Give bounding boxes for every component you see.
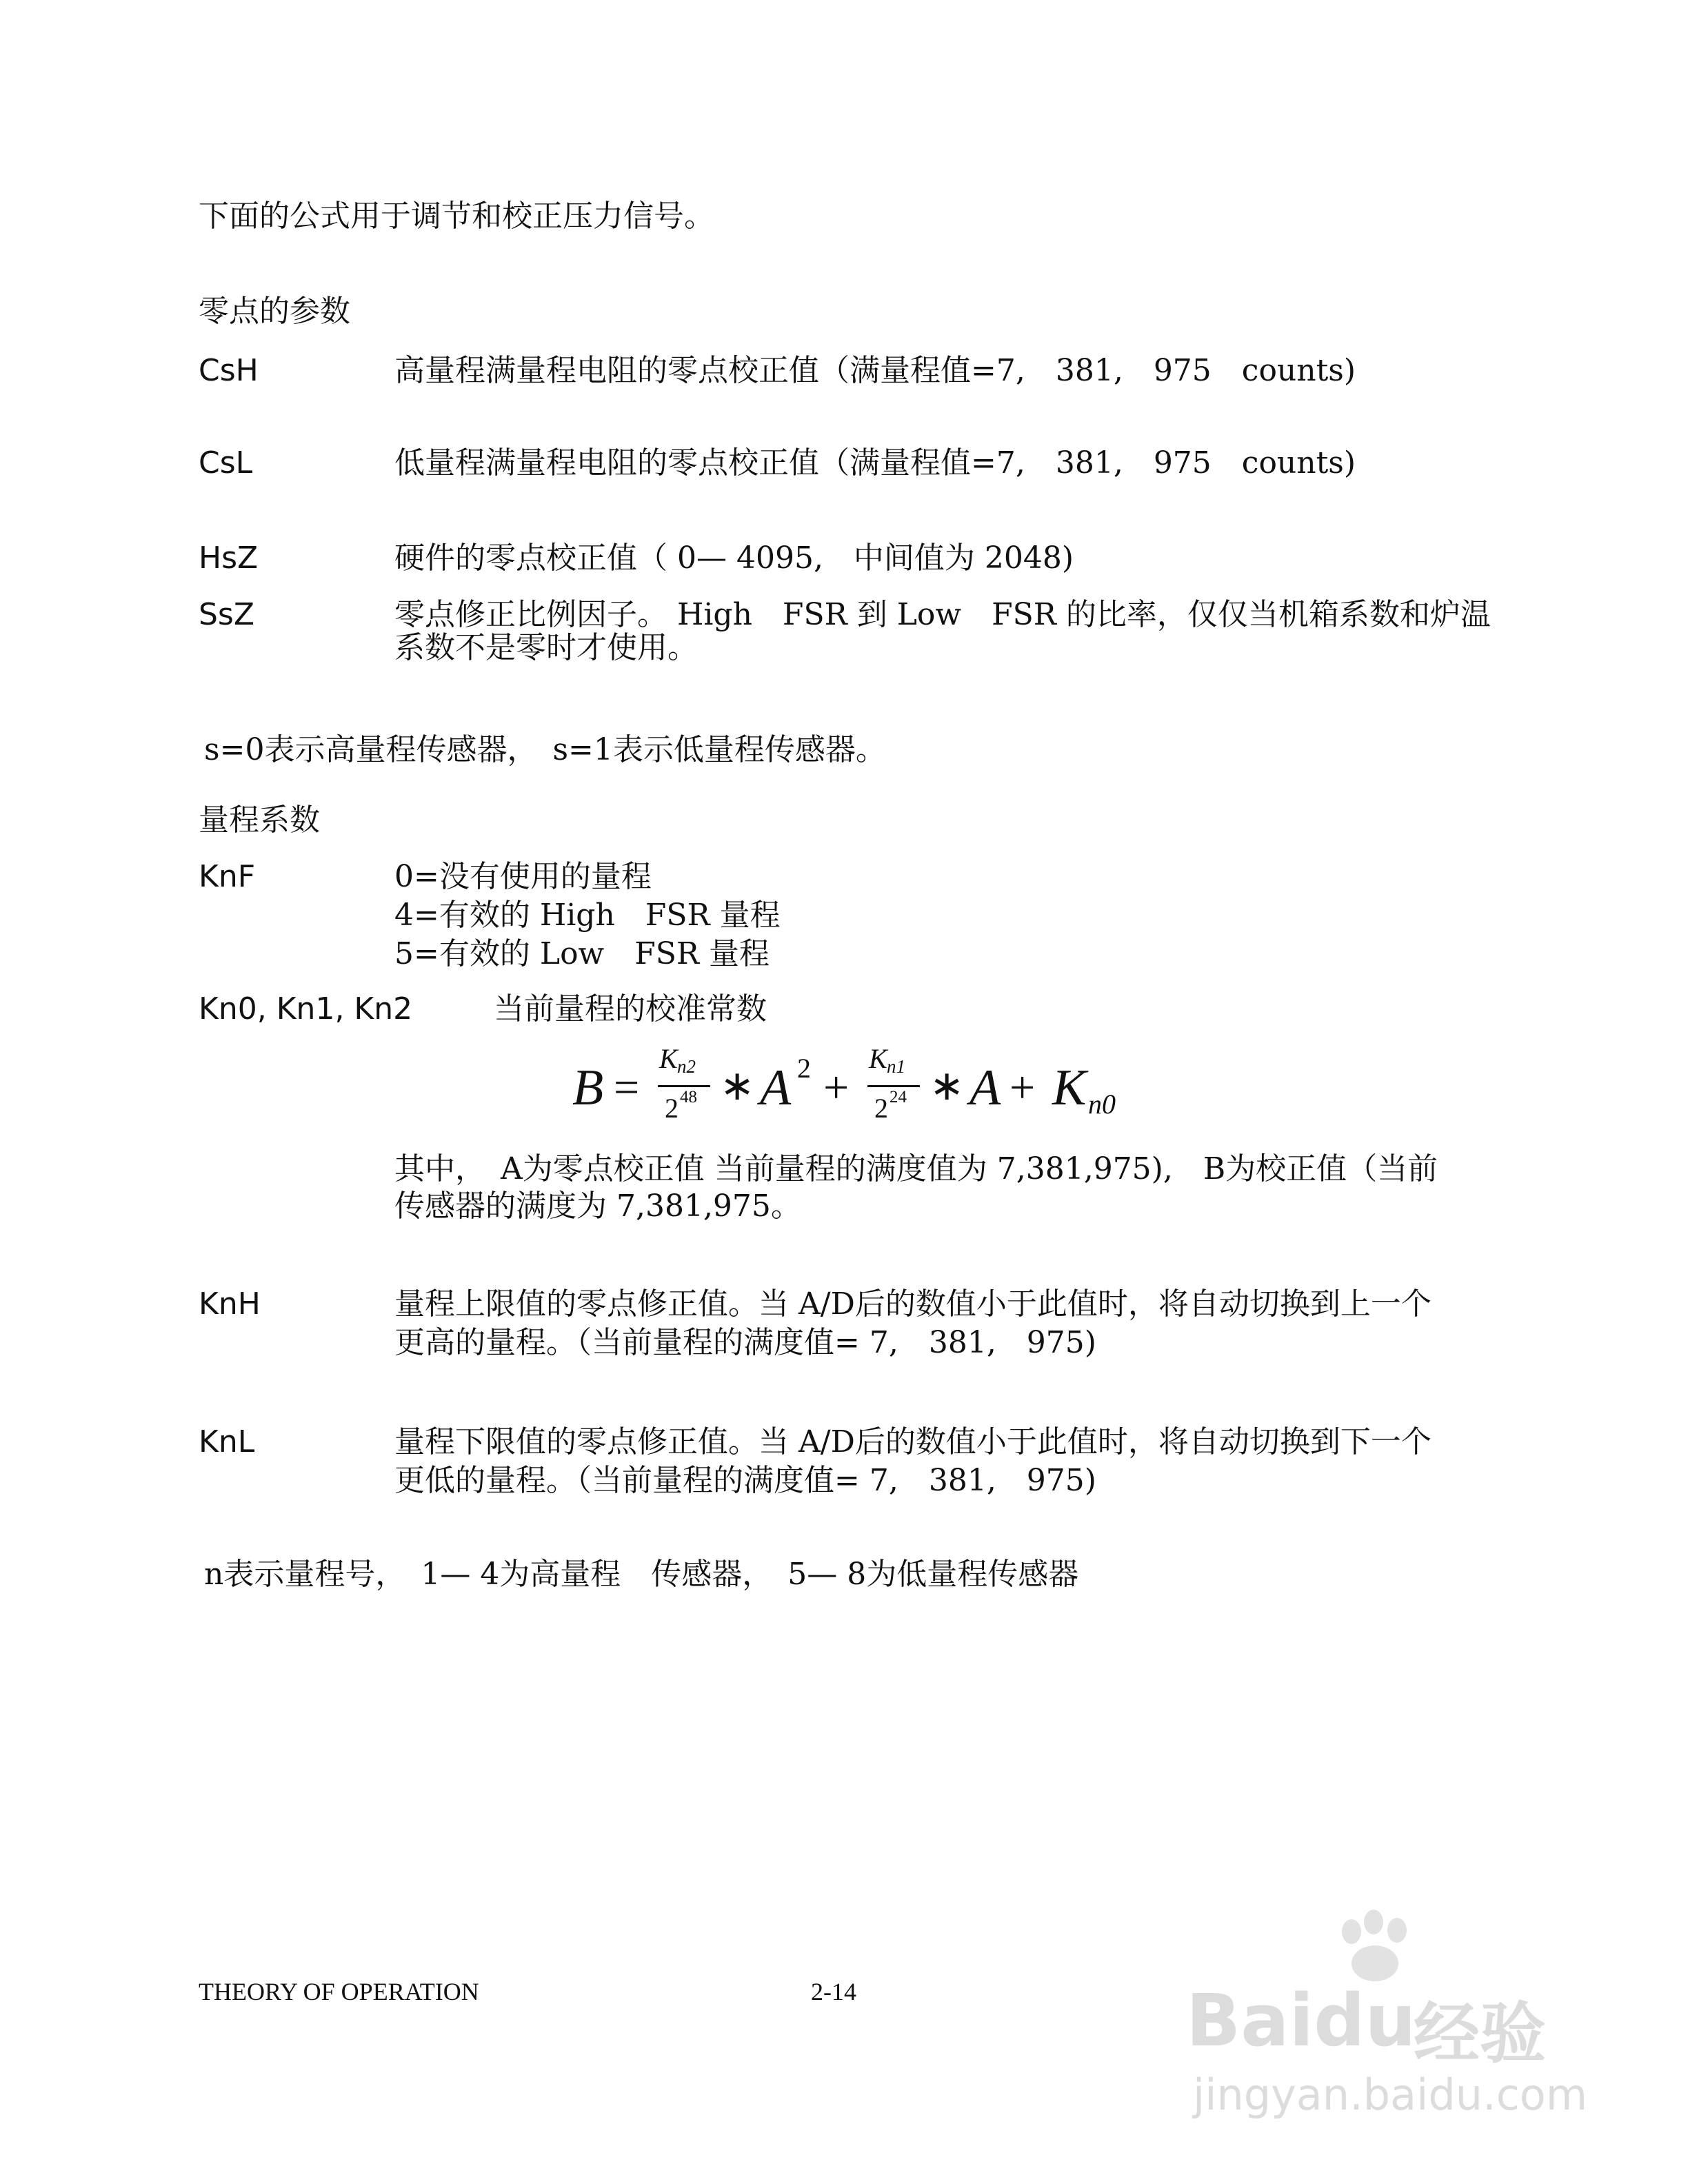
- sensor-note: s=0表示高量程传感器， s=1表示低量程传感器。: [204, 732, 886, 767]
- formula-plus-2: +: [1009, 1062, 1036, 1113]
- footer-page-number: 2-14: [811, 1978, 856, 2005]
- watermark-url: jingyan.baidu.com: [1193, 2070, 1588, 2120]
- formula-k: K: [1052, 1060, 1087, 1116]
- term-knh: KnH: [199, 1286, 261, 1322]
- term-ssz: SsZ: [199, 597, 254, 632]
- watermark-brand: Baidu: [1186, 1979, 1416, 2063]
- formula-lhs: B: [572, 1060, 604, 1116]
- formula-equals: =: [614, 1062, 640, 1113]
- formula-a-1-exponent: 2: [797, 1053, 811, 1084]
- formula-term1-denominator: 2: [665, 1093, 679, 1124]
- formula-term2-denominator-sup: 24: [890, 1088, 907, 1106]
- range-section-heading: 量程系数: [199, 802, 320, 838]
- term-kn-constants: Kn0, Kn1, Kn2: [199, 991, 413, 1027]
- desc-csl: 低量程满量程电阻的零点校正值（满量程值=7, 381, 975 counts): [394, 445, 1356, 481]
- knh-desc-line1: 量程上限值的零点修正值。当 A/D后的数值小于此值时，将自动切换到上一个: [394, 1286, 1431, 1322]
- formula-explain-line1: 其中， A为零点校正值 当前量程的满度值为 7,381,975), B为校正值（当前: [394, 1151, 1438, 1186]
- formula-k-sub: n0: [1088, 1089, 1116, 1120]
- range-number-note: n表示量程号， 1— 4为高量程 传感器， 5— 8为低量程传感器: [204, 1557, 1079, 1592]
- formula-times-1: ∗: [720, 1063, 755, 1109]
- desc-ssz-line1: 零点修正比例因子。 High FSR 到 Low FSR 的比率，仅仅当机箱系数和炉温: [394, 597, 1491, 632]
- formula-plus-1: +: [823, 1062, 850, 1113]
- formula-term2-numerator: K: [869, 1043, 887, 1074]
- formula-term2-numerator-sub: n1: [887, 1056, 905, 1077]
- footer-section-title: THEORY OF OPERATION: [199, 1978, 479, 2005]
- knh-desc-line2: 更高的量程。（当前量程的满度值= 7, 381, 975): [394, 1325, 1096, 1360]
- formula-fraction-bar-1: [658, 1085, 710, 1087]
- term-csl: CsL: [199, 445, 253, 481]
- intro-text: 下面的公式用于调节和校正压力信号。: [199, 199, 714, 234]
- term-hsz: HsZ: [199, 540, 259, 576]
- formula-fraction-bar-2: [867, 1085, 920, 1087]
- formula-explain-line2: 传感器的满度为 7,381,975。: [394, 1189, 801, 1224]
- knl-desc-line1: 量程下限值的零点修正值。当 A/D后的数值小于此值时，将自动切换到下一个: [394, 1424, 1431, 1459]
- knl-desc-line2: 更低的量程。（当前量程的满度值= 7, 381, 975): [394, 1463, 1096, 1498]
- zero-section-heading: 零点的参数: [199, 294, 350, 329]
- formula-term1-numerator: K: [659, 1043, 678, 1074]
- formula-a-2: A: [969, 1060, 1001, 1116]
- formula-term1-numerator-sub: n2: [677, 1056, 696, 1077]
- paw-icon: [1331, 1910, 1420, 1985]
- calibration-formula: [572, 1042, 1124, 1146]
- desc-ssz-line2: 系数不是零时才使用。: [394, 630, 698, 665]
- term-knf: KnF: [199, 859, 256, 894]
- knf-value-4: 4=有效的 High FSR 量程: [394, 898, 781, 933]
- desc-hsz: 硬件的零点校正值（ 0— 4095, 中间值为 2048): [394, 540, 1074, 576]
- watermark-brand-cn: 经验: [1414, 1995, 1546, 2072]
- desc-csh: 高量程满量程电阻的零点校正值（满量程值=7, 381, 975 counts): [394, 353, 1356, 388]
- formula-term2-denominator: 2: [874, 1093, 888, 1124]
- kn-constants-desc: 当前量程的校准常数: [494, 991, 767, 1027]
- knf-value-0: 0=没有使用的量程: [394, 859, 652, 894]
- term-knl: KnL: [199, 1424, 255, 1459]
- term-csh: CsH: [199, 353, 259, 388]
- formula-term1-denominator-sup: 48: [680, 1088, 697, 1106]
- baidu-watermark: [1186, 1910, 1600, 2144]
- knf-value-5: 5=有效的 Low FSR 量程: [394, 936, 770, 971]
- formula-times-2: ∗: [930, 1063, 965, 1109]
- formula-a-1: A: [760, 1060, 792, 1116]
